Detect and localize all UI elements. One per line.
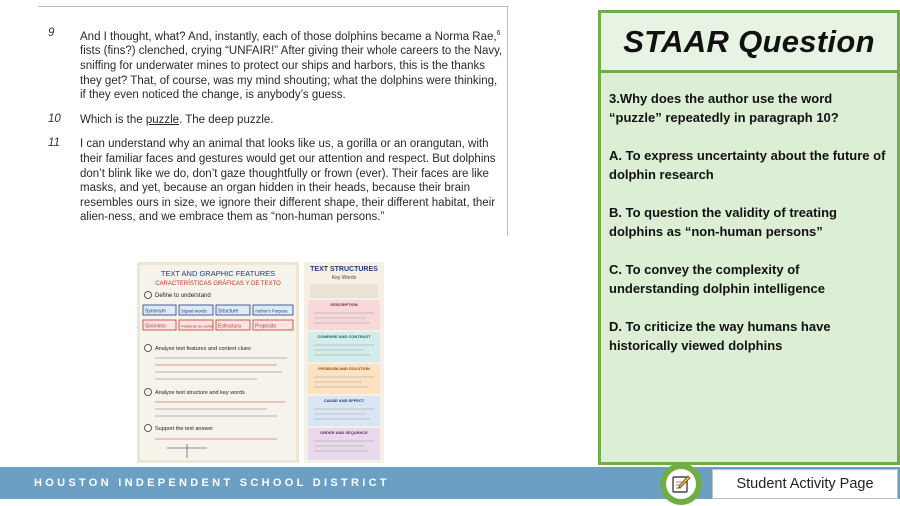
paragraph-10: [46, 113, 503, 128]
step-4: Support the text answer: [155, 426, 214, 432]
svg-text:CAUSE AND EFFECT: CAUSE AND EFFECT: [323, 398, 365, 403]
svg-text:Author's Purpose: Author's Purpose: [255, 308, 288, 314]
answer-option-a: A. To express uncertainty about the future of dolphin research: [609, 148, 886, 182]
step-1: Define to understand: [155, 293, 211, 299]
question-text: 3.Why does the author use the word “puzzle” repeatedly in paragraph 10?: [609, 91, 839, 125]
chart-subtitle: CARACTERÍSTICAS GRÁFICAS Y DE TEXTO: [155, 281, 281, 287]
answer-option-d: D. To criticize the way humans have historically viewed dolphins: [609, 319, 831, 353]
svg-text:Structure: Structure: [218, 308, 239, 315]
paragraph-9: [46, 27, 503, 103]
staar-title: STAAR Question: [623, 23, 875, 59]
underlined-word: puzzle: [145, 113, 180, 126]
paragraph-text: And I thought, what? And, instantly, each of those dolphins became a Norma Rae,$^6$ fists (fins?) clenched, crying “UNFAIR!” After giving their whole careers to the Navy, sniffing for underwater mines to protect our ships and harbors, this is the thanks they get? That, of course, was my mind shouting; what the dolphins were thinking, if they even noticed the change, is anybody’s guess.: [80, 30, 503, 102]
svg-text:COMPARE AND CONTRAST: COMPARE AND CONTRAST: [317, 334, 371, 339]
passage-excerpt: [38, 6, 508, 236]
staar-body: [601, 73, 897, 355]
anchor-chart-photo: [137, 262, 299, 463]
paragraph-number: 10: [48, 112, 61, 125]
chart-title: TEXT AND GRAPHIC FEATURES: [160, 269, 276, 278]
pencil-notepad-icon: [670, 473, 692, 495]
svg-text:Propósito: Propósito: [255, 323, 277, 330]
svg-text:Estructura: Estructura: [218, 323, 241, 330]
poster-subtitle: Key Words: [331, 275, 357, 281]
paragraph-text: I can understand why an animal that looks like us, a gorilla or an orangutan, with their familiar faces and gestures would get our attention and respect. But dolphins don’t blink like we do, don’t gaze thoughtfully or frown (ever). Their faces are like masks, and yet, because an organ hidden in their heads, because their brain resembles ours in size, we ignore their different shape, their different habitat, their alien-ness, and we embrace them as “non-human persons.”: [80, 138, 496, 224]
answer-option-c: C. To convey the complexity of understanding dolphin intelligence: [609, 262, 825, 296]
poster-title: TEXT STRUCTURES: [310, 266, 378, 273]
paragraph-11: [46, 137, 503, 225]
activity-badge: [660, 463, 702, 505]
text-structures-poster: [304, 262, 384, 463]
step-3: Analyze text structure and key words: [155, 390, 245, 396]
svg-text:Palabras de señal: Palabras de señal: [181, 323, 214, 329]
svg-text:DESCRIPTION: DESCRIPTION: [330, 302, 358, 307]
svg-text:ORDER AND SEQUENCE: ORDER AND SEQUENCE: [320, 430, 368, 435]
student-activity-page-label[interactable]: Student Activity Page: [712, 469, 898, 499]
svg-text:Synonym: Synonym: [145, 308, 166, 315]
paragraph-number: 9: [48, 27, 55, 39]
svg-text:PROBLEM AND SOLUTION: PROBLEM AND SOLUTION: [318, 366, 370, 371]
svg-text:Sinónimo: Sinónimo: [145, 323, 166, 330]
paragraph-number: 11: [48, 137, 60, 150]
staar-question-panel: [598, 10, 900, 465]
staar-header: [601, 13, 897, 73]
step-2: Analyze text features and context clues: [155, 346, 251, 352]
district-name: HOUSTON INDEPENDENT SCHOOL DISTRICT: [34, 477, 390, 489]
answer-option-b: B. To question the validity of treating dolphins as “non-human persons”: [609, 205, 837, 239]
paragraph-text: Which is the puzzle. The deep puzzle.: [80, 113, 274, 126]
svg-text:Signal words: Signal words: [181, 308, 207, 314]
footnote-marker: 6: [496, 30, 501, 37]
